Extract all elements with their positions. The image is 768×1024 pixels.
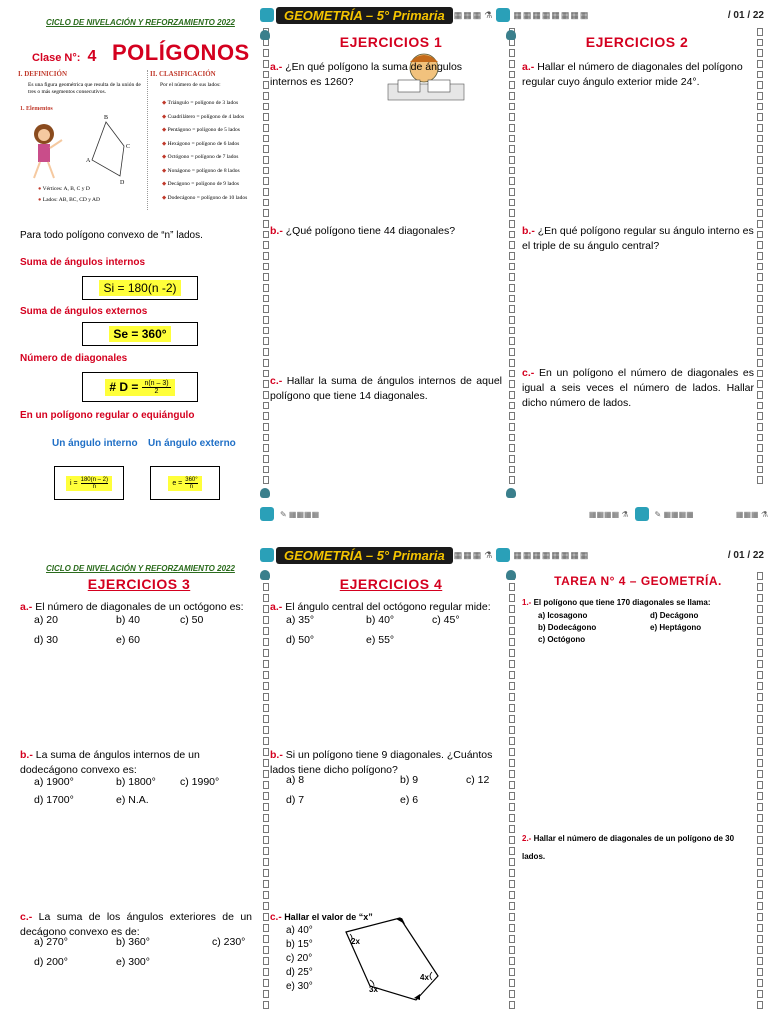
- diagonales-numerator: n(n – 3): [144, 379, 169, 387]
- angle-label-4x: 4x: [420, 973, 429, 982]
- binder-divider: [756, 572, 764, 1024]
- ejercicios-3-title: EJERCICIOS 3: [87, 576, 191, 592]
- option-3a-b[interactable]: b) 40: [116, 614, 140, 626]
- clase-label: [32, 48, 96, 66]
- question-letter: b.-: [20, 749, 33, 761]
- vertex-label-b: B: [104, 115, 109, 121]
- pentagon-outline: [346, 918, 438, 1000]
- binder-ring-icon: [506, 30, 516, 40]
- list-item: ◆ Dodecágono = polígono de 10 lados: [162, 194, 248, 201]
- option-t1-c[interactable]: c) Octógono: [538, 635, 586, 644]
- binder-ring-icon: [506, 570, 516, 580]
- question-letter: a.-: [20, 601, 33, 613]
- ejercicio-2a: [522, 60, 754, 90]
- diagonales-fraction: [142, 380, 170, 395]
- vertex-label-c: C: [126, 144, 131, 150]
- suma-externos-label: Suma de ángulos externos: [20, 306, 148, 317]
- clasificacion-heading: II. CLASIFICACIÓN: [150, 70, 216, 78]
- atom-icon: [496, 8, 510, 22]
- girl-pointing-icon: [34, 124, 62, 178]
- suma-internos-label: Suma de ángulos internos: [20, 257, 146, 268]
- decoration-glyphs-icon: ✎ ▦▦▦▦ ▦▦▦ ⚗: [654, 509, 768, 519]
- option-4a-d[interactable]: d) 50°: [286, 634, 315, 646]
- option-4a-b[interactable]: b) 40°: [366, 614, 395, 626]
- angulo-interno-denominator: n: [92, 483, 96, 490]
- quadrilateral-abcd: [92, 122, 124, 176]
- binder-ring-icon: [260, 570, 270, 580]
- binder-ring-icon: [260, 488, 270, 498]
- list-item: ◆ Hexágono = polígono de 6 lados: [162, 140, 240, 147]
- question-text: El número de diagonales de un octógono es:: [35, 601, 244, 613]
- list-item: ◆ Decágono = polígono de 9 lados: [162, 181, 239, 187]
- question-text: El ángulo central del octógono regular mide:: [285, 601, 491, 613]
- angulo-interno-box: [54, 466, 124, 500]
- option-3c-d[interactable]: d) 200°: [34, 956, 68, 968]
- decoration-glyphs-icon: ▦▦▦▦ ⚗: [588, 509, 629, 519]
- ejercicio-3b: [20, 748, 256, 778]
- clase-number: 4: [87, 48, 97, 65]
- angle-label-2x: 2x: [351, 937, 360, 946]
- list-item: ◆ Triángulo = polígono de 3 lados: [162, 100, 239, 106]
- option-3c-b[interactable]: b) 360°: [116, 936, 150, 948]
- option-4a-a[interactable]: a) 35°: [286, 614, 315, 626]
- angulo-interno-label: Un ángulo interno: [52, 438, 138, 449]
- question-letter: a.-: [270, 601, 283, 613]
- list-item: ◆ Nonágono = polígono de 8 lados: [162, 167, 240, 174]
- binder-ring-icon: [260, 30, 270, 40]
- question-letter: b.-: [270, 225, 283, 237]
- option-4b-b[interactable]: b) 9: [400, 774, 419, 786]
- question-number: 2.-: [522, 834, 532, 843]
- elementos-illustration: [20, 110, 140, 188]
- option-4c-d[interactable]: d) 25°: [286, 967, 313, 978]
- definicion-text: Es una figura geométrica que resulta de la unión de tres o más segmentos consecutivos.: [28, 82, 141, 95]
- angulo-interno-numerator: 180(n – 2): [80, 476, 108, 483]
- option-4a-c[interactable]: c) 45°: [432, 614, 460, 626]
- angle-label-3x: 3x: [369, 985, 378, 994]
- option-3c-a[interactable]: a) 270°: [34, 936, 68, 948]
- definicion-heading: I. DEFINICIÓN: [18, 70, 68, 78]
- option-t1-e[interactable]: e) Heptágono: [650, 623, 702, 632]
- suma-internos-box: [82, 276, 198, 300]
- question-number: 1.-: [522, 598, 532, 607]
- diagonales-formula: [105, 379, 174, 396]
- option-4c-a[interactable]: a) 40°: [286, 925, 313, 936]
- option-4b-a[interactable]: a) 8: [286, 774, 305, 786]
- angulo-externo-denominator: n: [189, 483, 194, 490]
- binder-ring-icon: [506, 488, 516, 498]
- ejercicios-2-title: EJERCICIOS 2: [585, 34, 689, 50]
- worksheet-page-2: [0, 509, 768, 1024]
- option-t1-b[interactable]: b) Dodecágono: [538, 623, 597, 632]
- question-text: Hallar el número de diagonales de un polígono de 30 lados.: [522, 834, 735, 861]
- question-letter: a.-: [522, 61, 535, 73]
- elementos-heading: 1. Elementos: [20, 106, 53, 112]
- list-item: ◆ Pentágono = polígono de 5 lados: [162, 127, 240, 133]
- question-text: Hallar el número de diagonales del polígono regular cuyo ángulo exterior mide 24°.: [522, 61, 743, 88]
- question-text: La suma de los ángulos exteriores de un decágono convexo es de:: [20, 911, 253, 938]
- option-3b-e[interactable]: e) N.A.: [116, 794, 149, 806]
- vertex-label-d: D: [120, 180, 125, 186]
- binder-divider: [262, 28, 270, 484]
- suma-externos-formula: Se = 360°: [109, 326, 170, 342]
- angulo-interno-fraction: [81, 477, 108, 490]
- book-icon: [260, 8, 274, 22]
- binder-divider: [508, 572, 516, 1024]
- header-title: GEOMETRÍA – 5° Primaria: [276, 7, 453, 24]
- option-3c-c[interactable]: c) 230°: [212, 936, 246, 948]
- diagonales-box: [82, 372, 198, 402]
- binder-divider: [262, 572, 270, 1024]
- ejercicio-1a: [270, 60, 502, 90]
- decoration-glyphs-icon: ▦▦▦: [453, 9, 483, 20]
- regular-label: En un polígono regular o equiángulo: [20, 410, 195, 421]
- cycle-banner: CICLO DE NIVELACIÓN Y REFORZAMIENTO 2022: [46, 564, 235, 573]
- page-header: [258, 544, 768, 566]
- clasificacion-sub: Por el número de sus lados:: [160, 82, 221, 88]
- option-4c-e[interactable]: e) 30°: [286, 981, 313, 992]
- elementos-list: [38, 186, 100, 204]
- question-text: El polígono que tiene 170 diagonales se llama:: [533, 598, 711, 607]
- vertex-label-a: A: [86, 158, 91, 164]
- angulo-externo-box: [150, 466, 220, 500]
- clasificacion-list: [162, 100, 247, 208]
- question-text: ¿Qué polígono tiene 44 diagonales?: [285, 225, 456, 237]
- suma-internos-formula: Si = 180(n -2): [99, 280, 180, 296]
- question-letter: b.-: [270, 749, 283, 761]
- question-text: Hallar el valor de “x”: [284, 912, 373, 922]
- microscope-icon: ⚗: [484, 9, 494, 20]
- ejercicio-1c: [270, 374, 502, 404]
- question-letter: c.-: [270, 912, 282, 923]
- question-letter: c.-: [270, 375, 283, 387]
- ejercicio-3a: [20, 600, 256, 615]
- question-text: Si un polígono tiene 9 diagonales. ¿Cuántos lados tiene dicho polígono?: [270, 749, 493, 776]
- question-letter: c.-: [522, 367, 535, 379]
- angulo-externo-lhs: e =: [172, 479, 183, 487]
- diagonales-label: Número de diagonales: [20, 353, 128, 364]
- option-3a-d[interactable]: d) 30: [34, 634, 58, 646]
- option-4b-c[interactable]: c) 12: [466, 774, 490, 786]
- atom-icon: [496, 548, 510, 562]
- option-3b-b[interactable]: b) 1800°: [116, 776, 156, 788]
- suma-externos-box: [82, 322, 198, 346]
- option-4c-c[interactable]: c) 20°: [286, 953, 313, 964]
- convex-intro: Para todo polígono convexo de “n” lados.: [20, 230, 203, 241]
- option-3b-d[interactable]: d) 1700°: [34, 794, 74, 806]
- angulo-externo-label: Un ángulo externo: [148, 438, 236, 449]
- page-number: / 01 / 22: [727, 9, 764, 21]
- elemento-vertices: ● Vértices: A, B, C y D: [38, 186, 90, 192]
- tarea-title: TAREA N° 4 – GEOMETRÍA.: [554, 574, 722, 588]
- option-3a-c[interactable]: c) 50: [180, 614, 204, 626]
- diagonales-denominator: 2: [154, 387, 159, 395]
- question-letter: c.-: [20, 911, 33, 923]
- tarea-1: [522, 598, 754, 607]
- option-t1-d[interactable]: d) Decágono: [650, 611, 699, 620]
- cycle-banner: CICLO DE NIVELACIÓN Y REFORZAMIENTO 2022: [46, 18, 235, 27]
- decoration-glyphs-icon: ▦▦▦▦▦▦▦▦: [513, 9, 590, 20]
- list-item: ◆ Octógono = polígono de 7 lados: [162, 154, 239, 160]
- ejercicio-1b: [270, 224, 502, 239]
- angulo-externo-numerator: 360°: [185, 476, 198, 483]
- question-text: Hallar la suma de ángulos internos de aquel polígono que tiene 14 diagonales.: [270, 375, 502, 402]
- page-number: / 01 / 22: [727, 549, 764, 561]
- question-letter: b.-: [522, 225, 535, 237]
- option-3b-c[interactable]: c) 1990°: [180, 776, 220, 788]
- ejercicios-4-title: EJERCICIOS 4: [339, 576, 443, 592]
- ejercicio-4a: [270, 600, 504, 615]
- clasificacion-vline: [147, 70, 148, 210]
- elemento-lados: ● Lados: AB, BC, CD y AD: [38, 197, 101, 203]
- main-title: POLÍGONOS: [112, 40, 250, 65]
- clase-label-text: Clase N°:: [32, 52, 81, 64]
- angulo-externo-fraction: [185, 477, 197, 490]
- binder-divider: [756, 28, 764, 484]
- option-4b-d[interactable]: d) 7: [286, 794, 305, 806]
- decoration-glyphs-icon: ▦▦▦▦▦▦▦▦: [513, 549, 590, 560]
- header-title: GEOMETRÍA – 5° Primaria: [276, 547, 453, 564]
- option-4b-e[interactable]: e) 6: [400, 794, 419, 806]
- tarea-1-options: [538, 610, 701, 646]
- diagonales-lhs: # D =: [109, 380, 139, 394]
- question-text: En un polígono el número de diagonales es igual a seis veces el número de lados. Hallar dicho número de lados.: [522, 367, 754, 409]
- binder-divider: [508, 28, 516, 484]
- ejercicio-2b: [522, 224, 754, 254]
- book-icon: [260, 548, 274, 562]
- question-text: ¿En qué polígono la suma de ángulos internos es 1260?: [270, 61, 463, 88]
- option-3c-e[interactable]: e) 300°: [116, 956, 150, 968]
- decoration-glyphs-icon: ✎ ▦▦▦▦: [280, 509, 320, 519]
- angulo-externo-formula: [168, 476, 201, 491]
- option-t1-a[interactable]: a) Icosagono: [538, 611, 588, 620]
- angulo-interno-lhs: i =: [70, 479, 78, 487]
- list-item: ◆ Cuadrilátero = polígono de 4 lados: [162, 113, 245, 120]
- option-4c-b[interactable]: b) 15°: [286, 939, 313, 950]
- question-text: ¿En qué polígono regular su ángulo interno es el triple de su ángulo central?: [522, 225, 754, 252]
- page-header: [258, 4, 768, 26]
- ejercicio-2c: [522, 366, 754, 411]
- angulo-interno-formula: [66, 476, 112, 491]
- tarea-2: [522, 830, 754, 866]
- microscope-icon: ⚗: [484, 549, 494, 560]
- decoration-glyphs-icon: ▦▦▦: [453, 549, 483, 560]
- question-letter: a.-: [270, 61, 283, 73]
- option-list-4c: [286, 924, 313, 994]
- pentagon-figure: [336, 910, 446, 1006]
- option-3a-e[interactable]: e) 60: [116, 634, 140, 646]
- option-3a-a[interactable]: a) 20: [34, 614, 58, 626]
- option-3b-a[interactable]: a) 1900°: [34, 776, 74, 788]
- option-4a-e[interactable]: e) 55°: [366, 634, 395, 646]
- question-text: La suma de ángulos internos de un dodecágono convexo es:: [20, 749, 200, 776]
- ejercicios-1-title: EJERCICIOS 1: [339, 34, 443, 50]
